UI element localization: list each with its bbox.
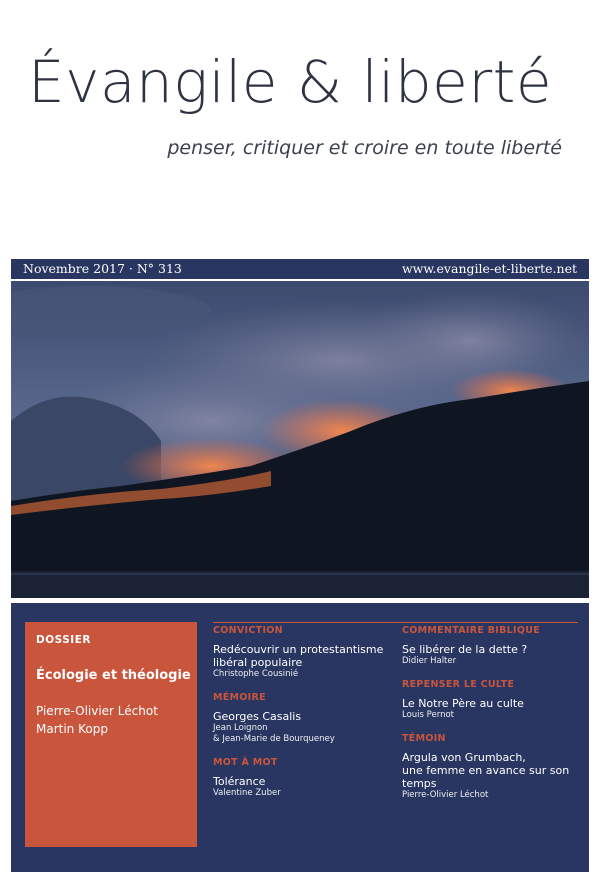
dossier-label: DOSSIER xyxy=(36,634,91,646)
article-title: Le Notre Père au culte xyxy=(402,697,524,710)
dossier-author: Martin Kopp xyxy=(36,722,108,736)
magazine-tagline: penser, critiquer et croire en toute liberté xyxy=(167,137,562,159)
website-link[interactable]: www.evangile-et-liberte.net xyxy=(401,261,577,276)
article-author: Christophe Cousinié xyxy=(213,669,299,679)
dossier-theme: Écologie et théologie xyxy=(36,668,191,683)
article-title: Se libérer de la dette ? xyxy=(402,643,528,656)
article-title: Argula von Grumbach, xyxy=(402,751,526,764)
article-title: Georges Casalis xyxy=(213,710,302,723)
toc-entry[interactable] xyxy=(213,625,393,680)
table-of-contents xyxy=(11,603,589,872)
article-title: libéral populaire xyxy=(213,656,303,669)
toc-entry[interactable] xyxy=(402,679,582,721)
toc-entry[interactable] xyxy=(213,692,393,745)
toc-column-left xyxy=(213,625,393,811)
article-author: Pierre-Olivier Léchot xyxy=(402,790,489,800)
toc-entry[interactable] xyxy=(402,733,582,801)
article-author: Jean Loignon xyxy=(213,723,268,733)
section-heading: COMMENTAIRE BIBLIQUE xyxy=(402,625,541,636)
masthead xyxy=(0,0,600,250)
toc-entry[interactable] xyxy=(213,757,393,799)
section-heading: MOT À MOT xyxy=(213,757,278,768)
toc-column-right xyxy=(402,625,582,813)
issue-number: Novembre 2017 · N° 313 xyxy=(23,261,182,276)
magazine-title: Évangile & liberté xyxy=(28,48,553,116)
article-author: Louis Pernot xyxy=(402,710,454,720)
section-heading: CONVICTION xyxy=(213,625,283,636)
dossier-author: Pierre-Olivier Léchot xyxy=(36,704,158,718)
article-title: une femme en avance sur son temps xyxy=(402,764,570,790)
section-heading: MÉMOIRE xyxy=(213,692,266,703)
dossier-box[interactable] xyxy=(25,622,197,847)
issue-info-bar xyxy=(11,259,589,279)
article-author: & Jean-Marie de Bourqueney xyxy=(213,734,335,744)
section-heading: TÉMOIN xyxy=(402,733,446,744)
toc-entry[interactable] xyxy=(402,625,582,667)
divider xyxy=(213,622,578,623)
article-author: Didier Halter xyxy=(402,656,457,666)
dossier-authors xyxy=(36,702,158,738)
article-title: Tolérance xyxy=(213,775,266,788)
article-author: Valentine Zuber xyxy=(213,788,281,798)
cover-photo xyxy=(11,281,589,598)
section-heading: REPENSER LE CULTE xyxy=(402,679,515,690)
article-title: Redécouvrir un protestantisme xyxy=(213,643,384,656)
